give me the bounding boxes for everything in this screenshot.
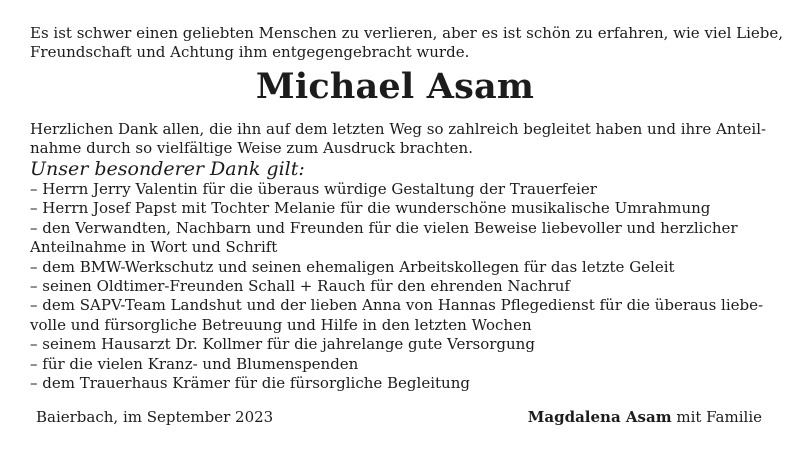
- signer-name: Magdalena Asam: [527, 408, 672, 426]
- thanks-list-item-line: – seinem Hausarzt Dr. Kollmer für die jahrelange gute Versorgung: [30, 335, 535, 354]
- special-thanks-list: [30, 180, 770, 393]
- thanks-list-item: [30, 199, 770, 218]
- deceased-name: Michael Asam: [255, 66, 535, 107]
- thanks-list-item-line: – dem SAPV-Team Landshut und der lieben Anna von Hannas Pflegedienst für die überaus liebe-: [30, 296, 764, 315]
- thanks-list-item: [30, 258, 770, 277]
- thanks-list-item-line: – für die vielen Kranz- und Blumenspenden: [30, 354, 359, 373]
- thanks-list-item: [30, 355, 770, 374]
- thanks-paragraph: [30, 120, 767, 158]
- thanks-list-item-line: – dem Trauerhaus Krämer für die fürsorgliche Begleitung: [30, 374, 470, 393]
- thanks-list-item-line: – den Verwandten, Nachbarn und Freunden für die vielen Beweise liebevoller und herzlicher: [30, 218, 738, 237]
- thanks-list-item-line: Anteilnahme in Wort und Schrift: [30, 238, 278, 257]
- signature: [528, 408, 762, 427]
- place-date: Baierbach, im September 2023: [36, 408, 274, 426]
- intro-line: Es ist schwer einen geliebten Menschen zu verlieren, aber es ist schön zu erfahren, wie viel Liebe,: [30, 24, 784, 42]
- thanks-list-item: [30, 335, 770, 354]
- intro-paragraph: [30, 24, 784, 62]
- thanks-list-item-line: – dem BMW-Werkschutz und seinen ehemaligen Arbeitskollegen für das letzte Geleit: [30, 257, 675, 276]
- thanks-list-item-line: volle und fürsorgliche Betreuung und Hilfe in den letzten Wochen: [30, 315, 532, 334]
- thanks-list-item: [30, 219, 770, 258]
- thanks-list-item: [30, 277, 770, 296]
- intro-line: Freundschaft und Achtung ihm entgegengebracht wurde.: [30, 43, 470, 61]
- signer-suffix: mit Familie: [671, 408, 762, 426]
- thanks-list-item-line: – seinen Oldtimer-Freunden Schall + Rauch für den ehrenden Nachruf: [30, 277, 570, 296]
- thanks-line: nahme durch so vielfältige Weise zum Ausdruck brachten.: [30, 139, 473, 157]
- special-thanks-heading: Unser besonderer Dank gilt:: [30, 158, 305, 180]
- thanks-list-item: [30, 180, 770, 199]
- thanks-list-item-line: – Herrn Jerry Valentin für die überaus würdige Gestaltung der Trauerfeier: [30, 180, 597, 198]
- thanks-list-item: [30, 296, 770, 335]
- thanks-list-item-line: – Herrn Josef Papst mit Tochter Melanie für die wunderschöne musikalische Umrahmung: [30, 199, 711, 218]
- thanks-line: Herzlichen Dank allen, die ihn auf dem letzten Weg so zahlreich begleitet haben und ihre Anteil-: [30, 120, 767, 138]
- thanks-list-item: [30, 374, 770, 393]
